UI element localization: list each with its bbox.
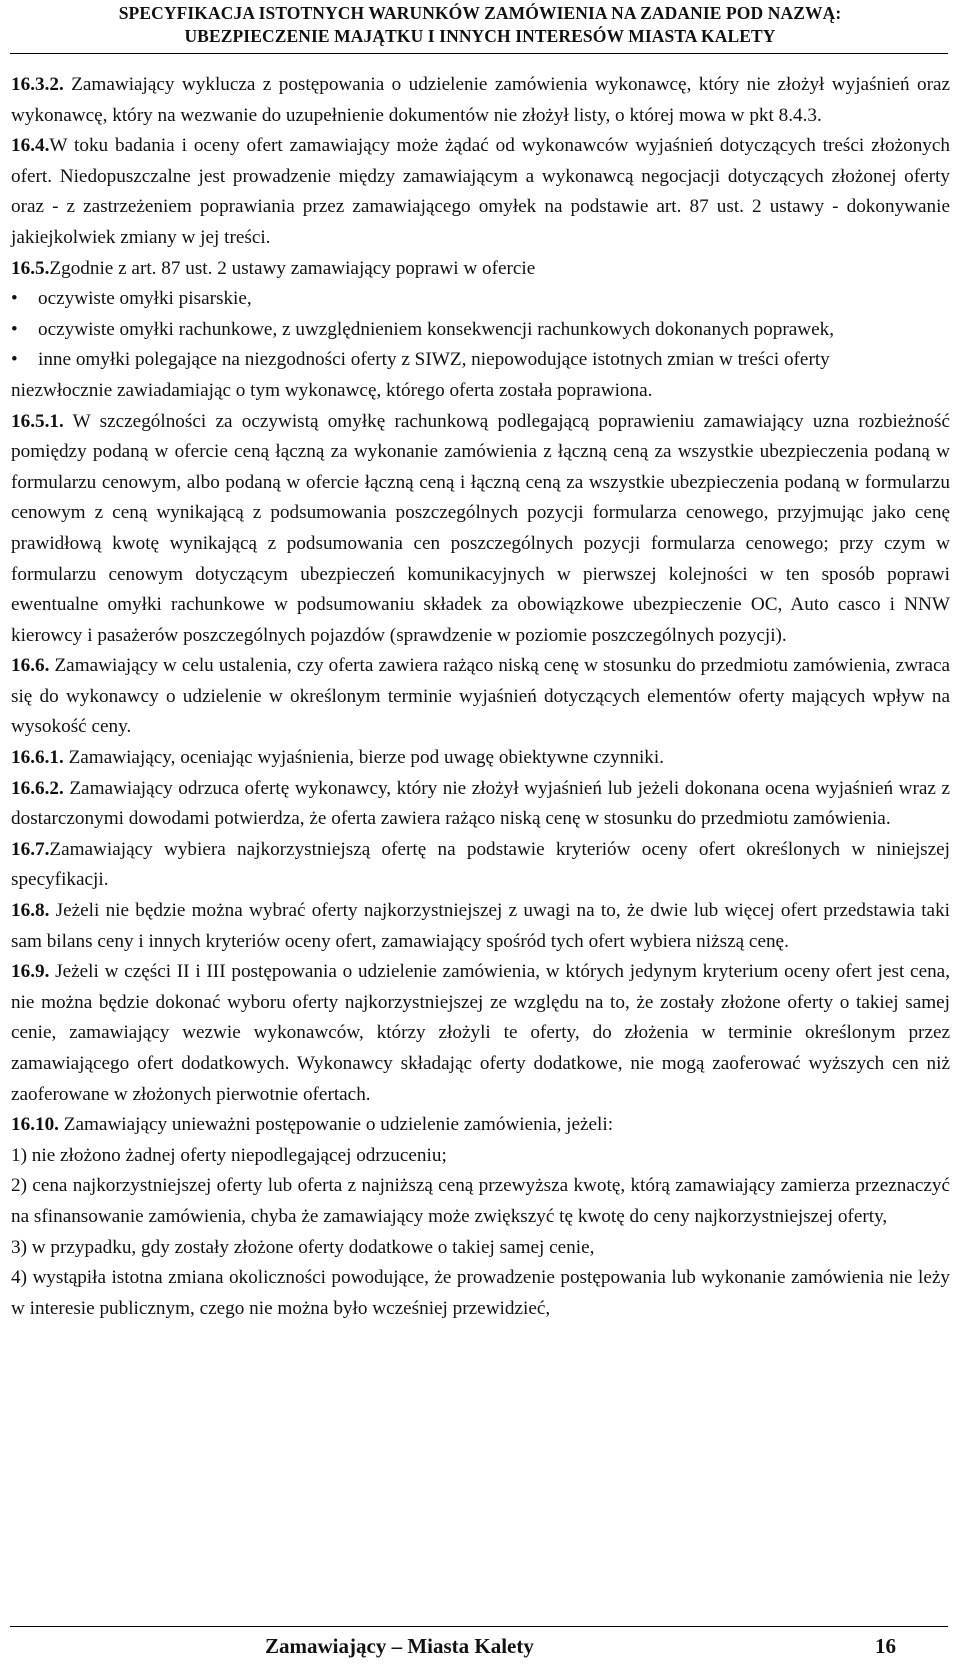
page-header [0,2,960,48]
paragraph-16-6-2 [11,774,950,835]
paragraph-16-10 [11,1110,950,1141]
header-line-2: UBEZPIECZENIE MAJĄTKU I INNYCH INTERESÓW MIASTA KALETY [184,26,776,46]
numbered-item-3: 3) w przypadku, gdy zostały złożone oferty dodatkowe o takiej samej cenie, [11,1236,595,1258]
page-number: 16 [875,1634,896,1658]
paragraph-text: Zamawiający wyklucza z postępowania o udzielenie zamówienia wykonawcę, który nie złożył wyjaśnień oraz wykonawcę, który na wezwanie do uzupełnienie dokumentów nie złożył listy, o której mowa w pkt 8.4.3. [11,74,950,126]
paragraph-text: Zamawiający, oceniając wyjaśnienia, bierze pod uwagę obiektywne czynniki. [63,747,665,769]
paragraph-16-4 [11,131,950,253]
numbered-item-1: 1) nie złożono żadnej oferty niepodlegającej odrzuceniu; [11,1144,447,1166]
bullet-icon: • [11,288,18,310]
paragraph-text: Zamawiający w celu ustalenia, czy oferta zawiera rażąco niską cenę w stosunku do przedmiotu zamówienia, zwraca się do wykonawcy o udzielenie w określonym terminie wyjaśnień dotyczących elementów oferty mających wpływ na wysokość ceny. [11,655,950,738]
bullet-icon: • [11,349,18,371]
section-number: 16.6. [11,655,50,677]
paragraph-notification: niezwłocznie zawiadamiając o tym wykonawcę, którego oferta została poprawiona. [11,379,653,401]
section-number: 16.3.2. [11,74,64,95]
section-number: 16.10. [11,1114,59,1136]
paragraph-text: W szczególności za oczywistą omyłkę rachunkową podlegającą poprawieniu zamawiający uzna rozbieżność pomiędzy podaną w ofercie ceną łączną za wykonanie zamówienia z łączną ceną za wszystkie ubezpieczenia podaną w formularzu cenowym, albo podaną w ofercie łączną ceną i łączną ceną za wszystkie ubezpieczenia podaną w formularzu cenowym z ceną wynikającą z podsumowania poszczególnych pozycji formularza cenowego, przyjmując jako cenę prawidłową kwotę wynikającą z podsumowania cen poszczególnych pozycji formularza cenowego; przy czym w formularzu cenowym dotyczącym ubezpieczeń komunikacyjnych w pierwszej kolejności w ten sposób poprawi ewentualne omyłki rachunkowe w podsumowaniu składek za obowiązkowe ubezpieczenie OC, Auto casco i NNW kierowcy i pasażerów poszczególnych pojazdów (sprawdzenie w poziomie poszczególnych pozycji). [11,410,950,646]
list-item-text: inne omyłki polegające na niezgodności oferty z SIWZ, niepowodujące istotnych zmian w treści oferty [38,349,830,371]
numbered-item-4: 4) wystąpiła istotna zmiana okoliczności powodujące, że prowadzenie postępowania lub wykonanie zamówienia nie leży w interesie publicznym, czego nie można było wcześniej przewidzieć, [11,1267,950,1319]
footer-divider [10,1626,948,1627]
paragraph-16-5 [11,254,950,285]
footer-title: Zamawiający – Miasta Kalety [265,1634,534,1658]
paragraph-text: Jeżeli w części II i III postępowania o udzielenie zamówienia, w których jedynym kryterium oceny ofert jest cena, nie można będzie dokonać wyboru oferty najkorzystniejszej ze względu na to, że zostały złożone oferty o takiej samej cenie, zamawiający wezwie wykonawców, którzy złożyli te oferty, do złożenia w terminie określonym przez zamawiającego ofert dodatkowych. Wykonawcy składając oferty dodatkowe, nie mogą zaoferować wyższych cen niż zaoferowane w złożonych pierwotnie ofertach. [11,961,950,1105]
list-item [11,315,950,346]
section-number: 16.6.2. [11,777,64,799]
list-item [11,284,950,315]
paragraph-text: Zamawiający wybiera najkorzystniejszą ofertę na podstawie kryteriów oceny ofert określonych w niniejszej specyfikacji. [11,838,950,891]
section-number: 16.9. [11,961,50,983]
section-number: 16.4. [11,135,50,157]
section-number: 16.7. [11,838,50,860]
bullet-icon: • [11,318,18,340]
list-item-text: oczywiste omyłki pisarskie, [38,288,252,310]
paragraph-text: W toku badania i oceny ofert zamawiający może żądać od wykonawców wyjaśnień dotyczących treści złożonych ofert. Niedopuszczalne jest prowadzenie między zamawiającym a wykonawcą negocjacji dotyczących złożonej oferty oraz - z zastrzeżeniem poprawiania przez zamawiającego omyłek na podstawie art. 87 ust. 2 ustawy - dokonywanie jakiejkolwiek zmiany w jej treści. [11,135,950,248]
paragraph-16-9 [11,957,950,1110]
paragraph-16-7 [11,835,950,896]
section-number: 16.8. [11,900,50,922]
list-item [11,345,950,376]
header-divider [10,53,948,54]
paragraph-16-8 [11,896,950,957]
paragraph-text: Zgodnie z art. 87 ust. 2 ustawy zamawiający poprawi w ofercie [49,257,536,279]
paragraph-text: Zamawiający unieważni postępowanie o udzielenie zamówienia, jeżeli: [58,1114,614,1136]
document-body [11,70,950,1324]
header-line-1: SPECYFIKACJA ISTOTNYCH WARUNKÓW ZAMÓWIENIA NA ZADANIE POD NAZWĄ: [118,3,842,23]
paragraph-text: Zamawiający odrzuca ofertę wykonawcy, który nie złożył wyjaśnień lub jeżeli dokonana ocena wyjaśnień wraz z dostarczonymi dowodami potwierdza, że oferta zawiera rażąco niską cenę w stosunku do przedmiotu zamówienia. [11,777,950,830]
paragraph-16-5-1 [11,407,950,652]
paragraph-16-6-1 [11,743,950,774]
paragraph-16-3-2 [11,70,950,131]
paragraph-16-6 [11,651,950,743]
section-number: 16.5. [11,257,50,279]
paragraph-text: Jeżeli nie będzie można wybrać oferty najkorzystniejszej z uwagi na to, że dwie lub więcej ofert przedstawia taki sam bilans ceny i innych kryteriów oceny ofert, zamawiający spośród tych ofert wybiera niższą cenę. [11,900,950,952]
numbered-item-2: 2) cena najkorzystniejszej oferty lub oferta z najniższą ceną przewyższa kwotę, którą zamawiający zamierza przeznaczyć na sfinansowanie zamówienia, chyba że zamawiający może zwiększyć tę kwotę do ceny najkorzystniejszej oferty, [11,1175,950,1227]
section-number: 16.6.1. [11,747,64,769]
bullet-list [11,284,950,376]
list-item-text: oczywiste omyłki rachunkowe, z uwzględnieniem konsekwencji rachunkowych dokonanych poprawek, [38,318,835,340]
section-number: 16.5.1. [11,410,64,432]
